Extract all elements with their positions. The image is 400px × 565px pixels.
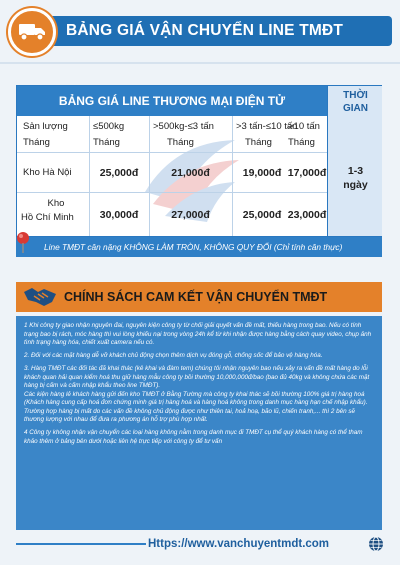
globe-icon bbox=[368, 536, 384, 552]
col-unit: Tháng bbox=[288, 136, 315, 148]
time-value bbox=[328, 164, 383, 192]
policy-body bbox=[16, 316, 382, 530]
price-cell: 25,000đ bbox=[242, 208, 282, 221]
time-header-text: THỜI GIAN bbox=[343, 90, 368, 114]
route-label: Kho Hà Nội bbox=[23, 167, 72, 178]
col-range: >10 tấn bbox=[288, 120, 320, 132]
policy-title: CHÍNH SÁCH CAM KẾT VẬN CHUYỂN TMĐT bbox=[64, 290, 328, 304]
policy-paragraph: 4 Công ty không nhận vận chuyển các loại hàng không nằm trong danh mục đi TMĐT cụ thể quý khách hàng có thể tham khảo thêm ở bảng bên dưới hoặc liên hệ trực tiếp với công ty để tư vấn bbox=[24, 429, 363, 445]
policy-paragraph: Trường hợp hàng bị mất do các vấn đề không chủ động được như thiên tai, hoả hoạ, bão lũ, chiến tranh,... thì 2 bên sẽ thương lượng với nhau để đưa ra phương án hỗ trợ phù hợp nhất. bbox=[24, 407, 355, 423]
time-column bbox=[327, 86, 382, 236]
policy-paragraph: Các kiện hàng lẻ khách hàng gửi đến kho TMĐT ở Bằng Tường mà công ty khai thác sẽ bồi thường 100% giá trị hàng hoá (Khách hàng cung cấp hoá đơn chứng minh giá trị hàng hoá và hàng hoá không trong danh mục hàng hạn chế nhập khẩu). bbox=[24, 390, 368, 406]
price-table-title: BẢNG GIÁ LINE THƯƠNG MẠI ĐIỆN TỬ bbox=[17, 86, 327, 116]
col-range: ≤500kg bbox=[93, 120, 125, 132]
website-link[interactable]: Https://www.vanchuyentmdt.com bbox=[148, 538, 330, 550]
handshake-icon bbox=[22, 284, 58, 310]
policy-paragraph: 2. Đối với các mặt hàng dễ vỡ khách chủ động chọn thêm dịch vụ đóng gỗ, chống sốc để bảo vệ hàng hóa. bbox=[24, 352, 323, 359]
price-cell: 27,000đ bbox=[171, 208, 210, 221]
price-cell: 23,000đ bbox=[287, 208, 327, 221]
col-unit: Tháng bbox=[93, 136, 120, 148]
truck-icon bbox=[18, 22, 46, 42]
col-unit: Tháng bbox=[167, 136, 194, 148]
col-range: >500kg-≤3 tấn bbox=[153, 120, 214, 132]
price-cell: 19,000đ bbox=[242, 166, 282, 179]
route-label-line2: Hồ Chí Minh bbox=[21, 211, 74, 223]
page-title: BẢNG GIÁ VẬN CHUYỂN LINE TMĐT bbox=[66, 22, 344, 39]
price-cell: 30,000đ bbox=[99, 208, 139, 221]
truck-badge bbox=[8, 8, 56, 56]
price-cell: 25,000đ bbox=[99, 166, 139, 179]
weight-note: Line TMĐT cân nặng KHÔNG LÀM TRÒN, KHÔNG QUY ĐỔI (Chỉ tính cân thực) bbox=[16, 237, 382, 257]
time-header bbox=[328, 86, 383, 116]
footer-divider bbox=[16, 543, 146, 545]
route-label: Kho bbox=[47, 197, 65, 209]
time-value-text: 1-3 ngày bbox=[343, 165, 368, 191]
header-divider bbox=[0, 62, 400, 64]
price-grid bbox=[17, 116, 327, 236]
policy-paragraph: 3. Hàng TMĐT các đối tác đã khai thác (kê khai và đàm tem) chúng tôi nhận nguyên bao nếu xảy ra vấn đề mất hàng do lỗi khách quan hải quan kiểm hoá thu giữ hàng mẫu công ty bồi thường 10,000,000đ/bao (bao đủ 40kg và không chứa các mặt hàng bị cấm và cấm nhập khẩu theo line TMĐT). bbox=[24, 365, 370, 389]
col-unit: Tháng bbox=[245, 136, 272, 148]
policy-paragraph: 1 Khi công ty giao nhận nguyên đai, nguyên kiện công ty từ chối giải quyết vấn đề mất, thiếu hàng trong bao. Nếu có tính trạng bao bị rách, móc hàng thì vui lòng khiếu nại trong vòng 24h kể từ khi nhận được hàng bằng cách quay video, chụp ảnh tình trạng hàng hóa, chiết xuất camera nếu có. bbox=[24, 322, 372, 346]
price-cell: 21,000đ bbox=[171, 166, 210, 179]
row-header-bottom: Tháng bbox=[23, 136, 50, 148]
price-cell: 17,000đ bbox=[287, 166, 327, 179]
header bbox=[0, 0, 400, 62]
row-header-top: Sản lượng bbox=[23, 120, 68, 132]
pushpin-icon bbox=[14, 231, 32, 255]
col-range: >3 tấn-≤10 tấn bbox=[236, 120, 298, 132]
price-table bbox=[16, 85, 382, 237]
